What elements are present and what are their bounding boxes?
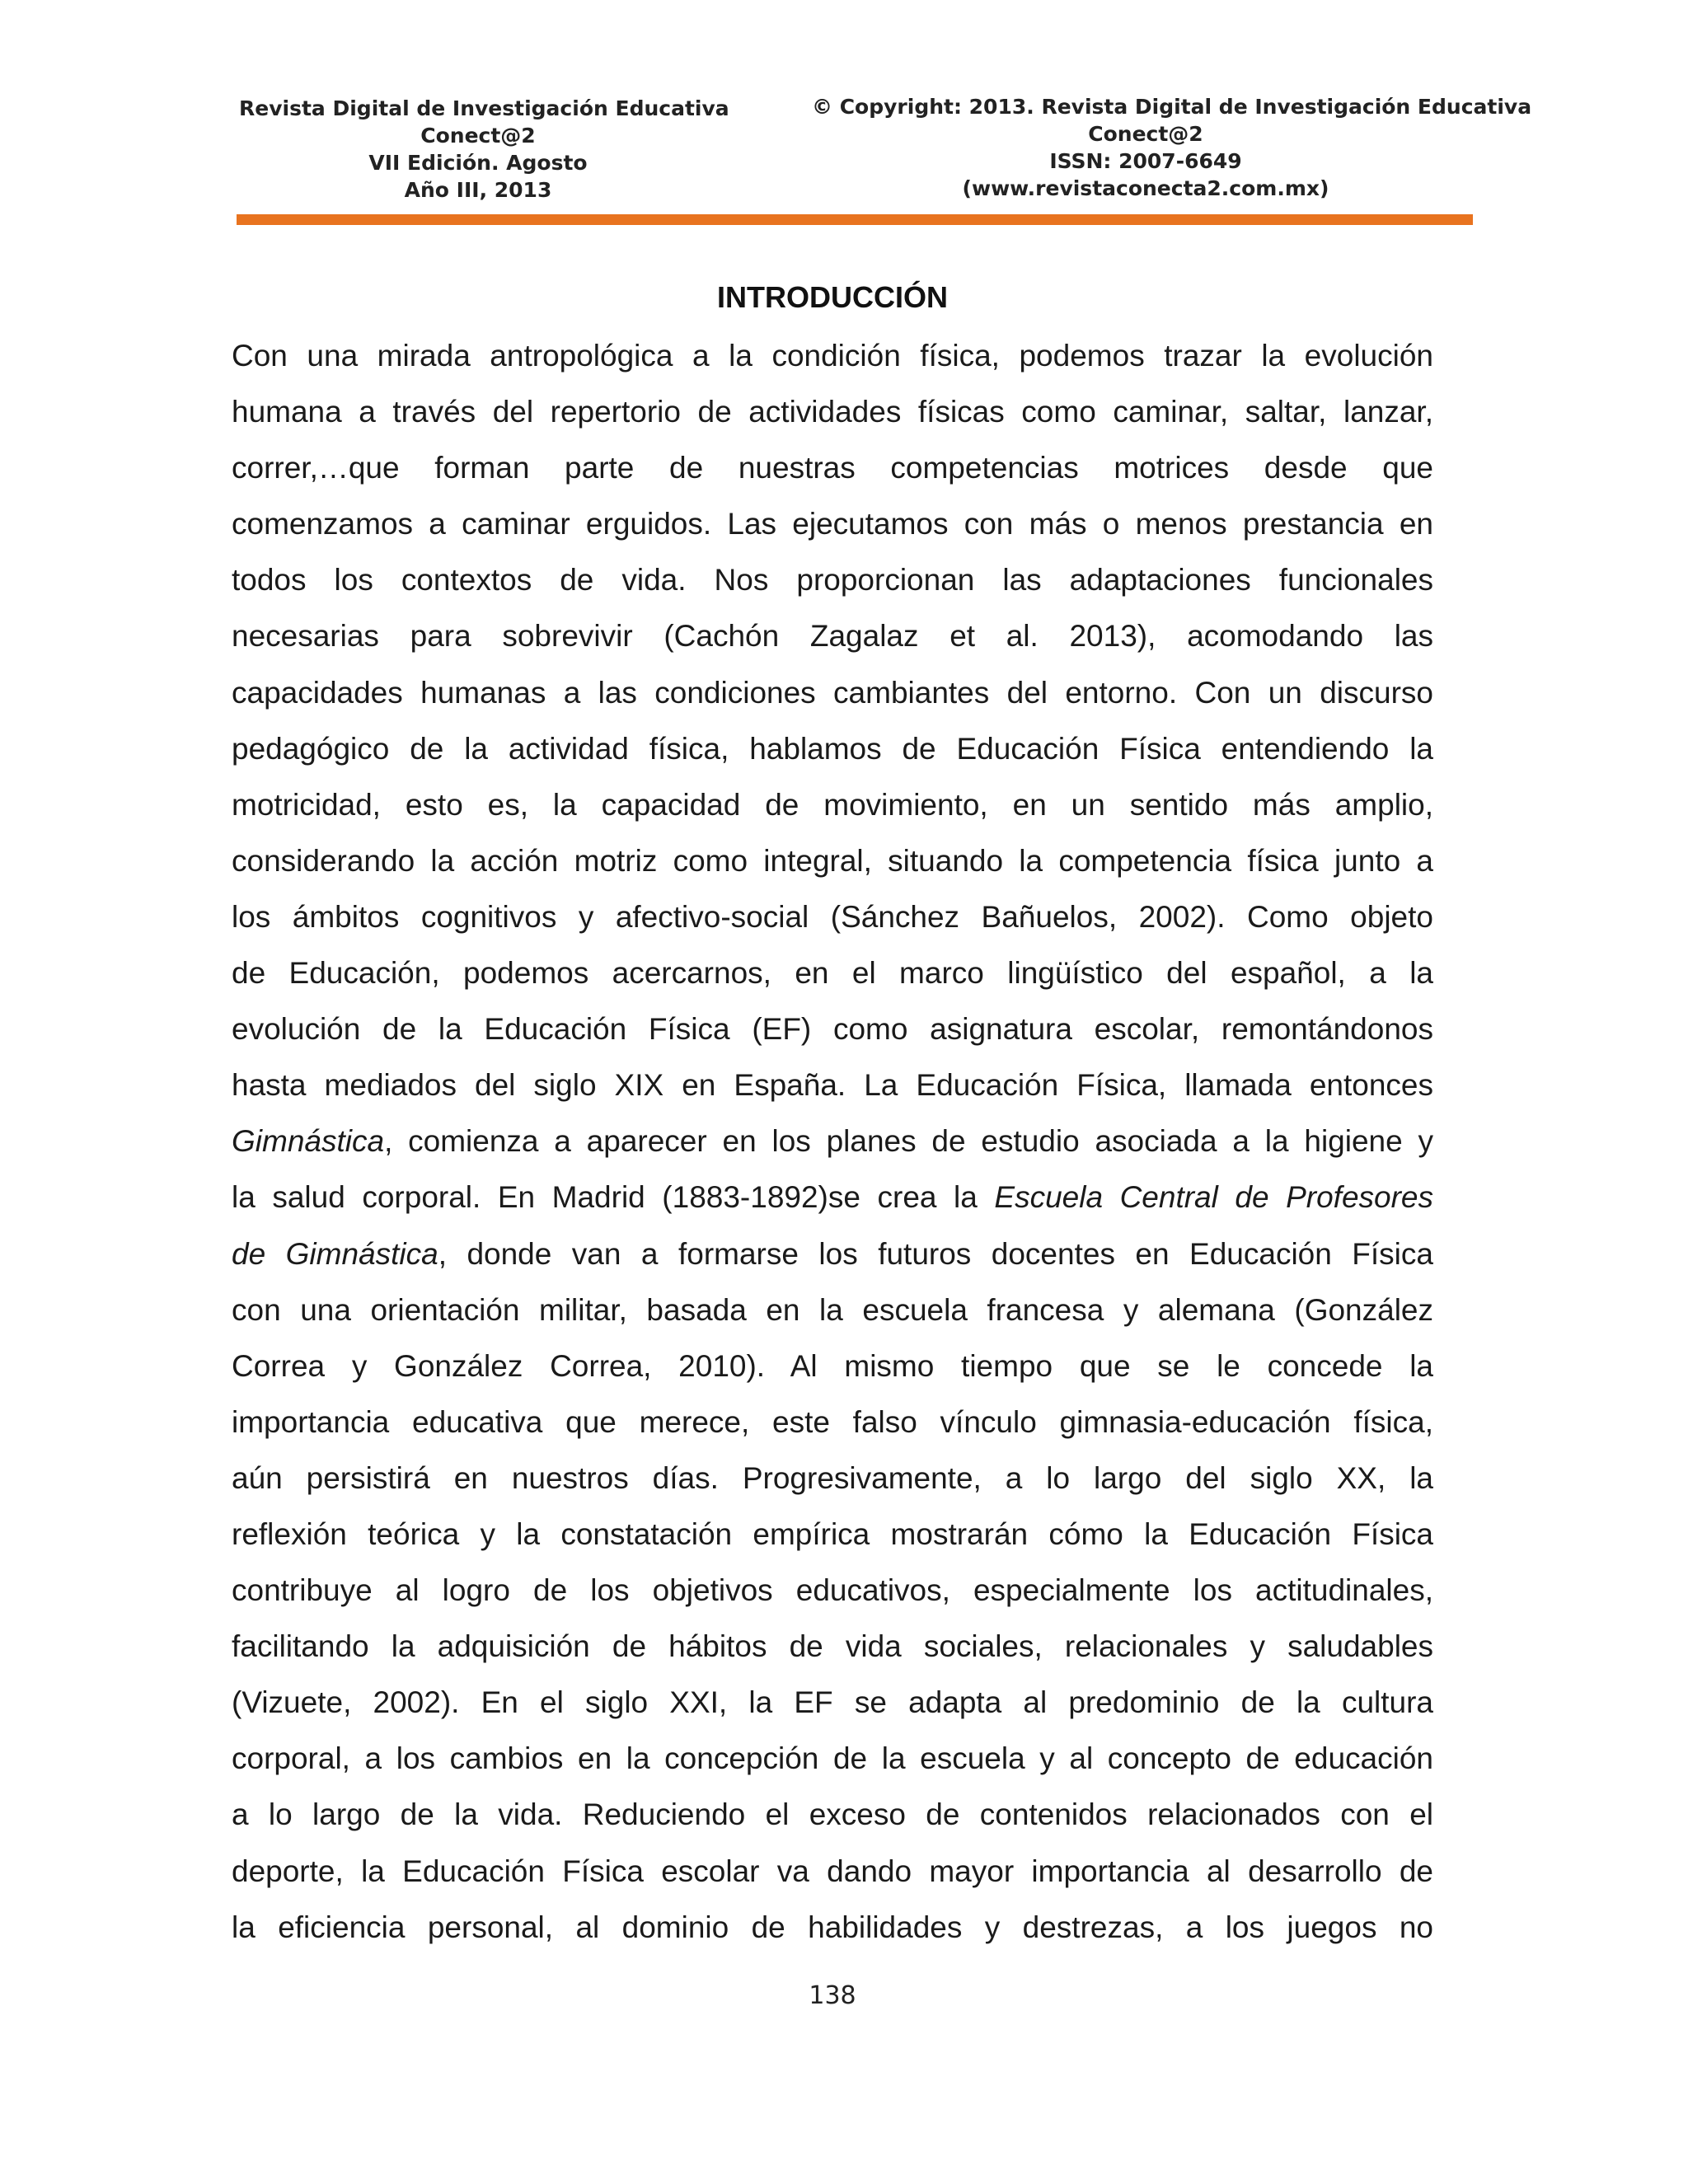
header-journal-name: Revista Digital de Investigación Educativa (239, 96, 729, 120)
italic-term: Escuela Central de Profesores (994, 1180, 1434, 1215)
italic-term: de Gimnástica (232, 1236, 438, 1271)
body-line: pedagógico de la actividad física, hablamos de Educación Física entendiendo la (232, 731, 1433, 766)
header-copyright: © Copyright: 2013. Revista Digital de Investigación Educativa (812, 95, 1532, 119)
header-issn: ISSN: 2007-6649 (1049, 149, 1242, 173)
body-paragraph (232, 328, 1433, 1956)
body-line: de Educación, podemos acercarnos, en el marco lingüístico del español, a la (232, 956, 1433, 991)
body-line: comenzamos a caminar erguidos. Las ejecutamos con más o menos prestancia en (232, 507, 1433, 541)
body-line: todos los contextos de vida. Nos proporcionan las adaptaciones funcionales (232, 563, 1433, 598)
italic-term: Gimnástica (232, 1124, 385, 1159)
journal-header-left (239, 95, 729, 204)
body-line: evolución de la Educación Física (EF) como asignatura escolar, remontándonos (232, 1012, 1433, 1047)
body-line: considerando la acción motriz como integral, situando la competencia física junto a (232, 843, 1433, 878)
body-line: correr,…que forman parte de nuestras competencias motrices desde que (232, 451, 1433, 485)
body-line: facilitando la adquisición de hábitos de vida sociales, relacionales y saludables (232, 1629, 1433, 1664)
header-journal-short-right: Conect@2 (1088, 122, 1203, 146)
journal-header-right (812, 93, 1532, 202)
body-line-text: , donde van a formarse los futuros docentes en Educación Física (438, 1236, 1433, 1271)
header-year: Año III, 2013 (404, 178, 552, 202)
header-divider (237, 214, 1473, 225)
body-line: aún persistirá en nuestros días. Progresivamente, a lo largo del siglo XX, la (232, 1460, 1433, 1495)
body-line: (Vizuete, 2002). En el siglo XXI, la EF se adapta al predominio de la cultura (232, 1685, 1433, 1720)
body-line: humana a través del repertorio de actividades físicas como caminar, saltar, lanzar, (232, 395, 1433, 429)
body-line: hasta mediados del siglo XIX en España. La Educación Física, llamada entonces (232, 1068, 1433, 1103)
body-line: deporte, la Educación Física escolar va dando mayor importancia al desarrollo de (232, 1854, 1433, 1888)
body-line: capacidades humanas a las condiciones cambiantes del entorno. Con un discurso (232, 675, 1433, 710)
body-line: motricidad, esto es, la capacidad de movimiento, en un sentido más amplio, (232, 787, 1433, 822)
body-line: con una orientación militar, basada en la escuela francesa y alemana (González (232, 1292, 1433, 1327)
body-line: Correa y González Correa, 2010). Al mismo tiempo que se le concede la (232, 1348, 1433, 1383)
body-line: contribuye al logro de los objetivos educativos, especialmente los actitudinales, (232, 1573, 1433, 1608)
body-line: la eficiencia personal, al dominio de habilidades y destrezas, a los juegos no (232, 1910, 1433, 1944)
body-line: importancia educativa que merece, este falso vínculo gimnasia-educación física, (232, 1404, 1433, 1439)
body-line: los ámbitos cognitivos y afectivo-social (Sánchez Bañuelos, 2002). Como objeto (232, 899, 1433, 934)
body-line (232, 1226, 1433, 1282)
body-line: reflexión teórica y la constatación empírica mostrarán cómo la Educación Física (232, 1516, 1433, 1551)
body-line (232, 1169, 1433, 1226)
body-line: necesarias para sobrevivir (Cachón Zagalaz et al. 2013), acomodando las (232, 619, 1433, 654)
body-line-text: , comienza a aparecer en los planes de estudio asociada a la higiene y (384, 1124, 1433, 1159)
header-website: (www.revistaconecta2.com.mx) (962, 176, 1329, 200)
section-title: INTRODUCCIÓN (717, 280, 948, 314)
body-line: a lo largo de la vida. Reduciendo el exceso de contenidos relacionados con el (232, 1797, 1433, 1832)
header-edition: VII Edición. Agosto (368, 151, 588, 175)
body-line: Con una mirada antropológica a la condición física, podemos trazar la evolución (232, 339, 1433, 373)
header-journal-short: Conect@2 (420, 124, 536, 148)
page-number: 138 (809, 1981, 856, 2010)
body-line (232, 1113, 1433, 1169)
body-line-text: la salud corporal. En Madrid (1883-1892)se crea la (232, 1180, 995, 1215)
body-line: corporal, a los cambios en la concepción de la escuela y al concepto de educación (232, 1741, 1433, 1776)
